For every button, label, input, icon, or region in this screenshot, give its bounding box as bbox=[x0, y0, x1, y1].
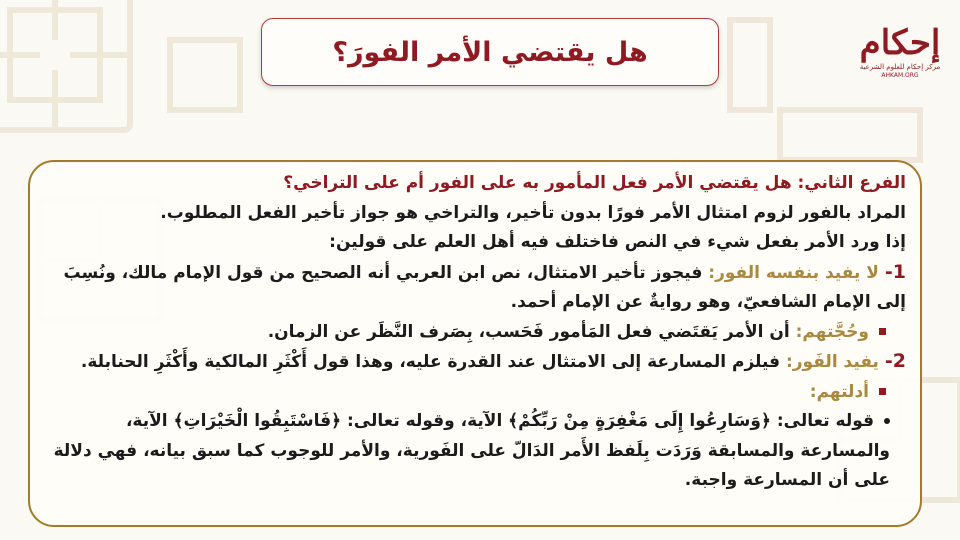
opinion-two-number: 2- bbox=[884, 350, 906, 372]
opinion-two-proof bbox=[44, 407, 906, 496]
opinion-one-text: فيجوز تأخير الامتثال، نص ابن العربي أنه الصحيح من قول الإمام مالك، ونُسِبَ إلى الإمام الشافعيّ، وهو روايةٌ عن الإمام أحمد. bbox=[63, 262, 906, 312]
logo bbox=[854, 24, 946, 96]
opinion-two-proofs-heading bbox=[44, 378, 906, 408]
logo-subtitle-latin: AHKAM.ORG bbox=[881, 72, 919, 79]
logo-subtitle: مركز إحكام للعلوم الشرعية bbox=[859, 63, 941, 71]
intro-line: إذا ورد الأمر بفعل شيء في النص فاختلف فيه أهل العلم على قولين: bbox=[329, 232, 906, 252]
opinion-one-number: 1- bbox=[884, 260, 906, 283]
square-bullet-icon bbox=[879, 328, 886, 335]
square-bullet-icon bbox=[879, 388, 886, 395]
title-box bbox=[261, 18, 719, 86]
heading-label: الفرع الثاني: bbox=[797, 173, 906, 193]
opinion-two-proofs-label: أدلتهم: bbox=[809, 381, 869, 402]
heading-text: هل يقتضي الأمر فعل المأمور به على الفور أم على التراخي؟ bbox=[283, 173, 792, 193]
opinion-one-proof-label: وحُجَّتهم: bbox=[795, 321, 869, 342]
content-box bbox=[28, 160, 922, 527]
opinion-one-label: لا يفيد بنفسه الفور: bbox=[708, 262, 879, 283]
round-bullet-icon bbox=[884, 418, 890, 424]
opinion-two bbox=[44, 347, 906, 378]
opinion-two-proof-text: قوله تعالى: ﴿وَسَارِعُوا إِلَى مَغْفِرَةٍ مِنْ رَبِّكُمْ﴾ الآية، وقوله تعالى: ﴿فَاسْتَبِقُوا الْخَيْرَاتِ﴾ الآية، والمسارعة والمسابقة وَرَدَت بِلَفظ الأَمر الدَالّ على الفَورية، والأمر للوجوب كما سبق بيانه، فهي دلالة على أن المسارعة واجبة. bbox=[53, 411, 890, 490]
definition-line: المراد بالفور لزوم امتثال الأمر فورًا بدون تأخير، والتراخي هو جواز تأخير الفعل المطلوب. bbox=[160, 202, 906, 223]
content-heading bbox=[44, 169, 906, 199]
page-title: هل يقتضي الأمر الفورَ؟ bbox=[332, 36, 648, 68]
opinion-two-label: يفيد الفَور: bbox=[785, 352, 879, 372]
opinion-one-proof bbox=[44, 318, 906, 348]
opinion-one bbox=[44, 258, 906, 318]
logo-mark: إحكام bbox=[859, 23, 941, 63]
opinion-one-proof-text: أن الأمر يَقتَضي فعل المَأمور فَحَسب، بِصَرف النَّظَر عن الزمان. bbox=[267, 321, 790, 342]
opinion-two-text: فيلزم المسارعة إلى الامتثال عند القدرة عليه، وهذا قول أَكْثَرِ المالكية وأَكْثَرِ الحنابلة. bbox=[80, 352, 781, 372]
